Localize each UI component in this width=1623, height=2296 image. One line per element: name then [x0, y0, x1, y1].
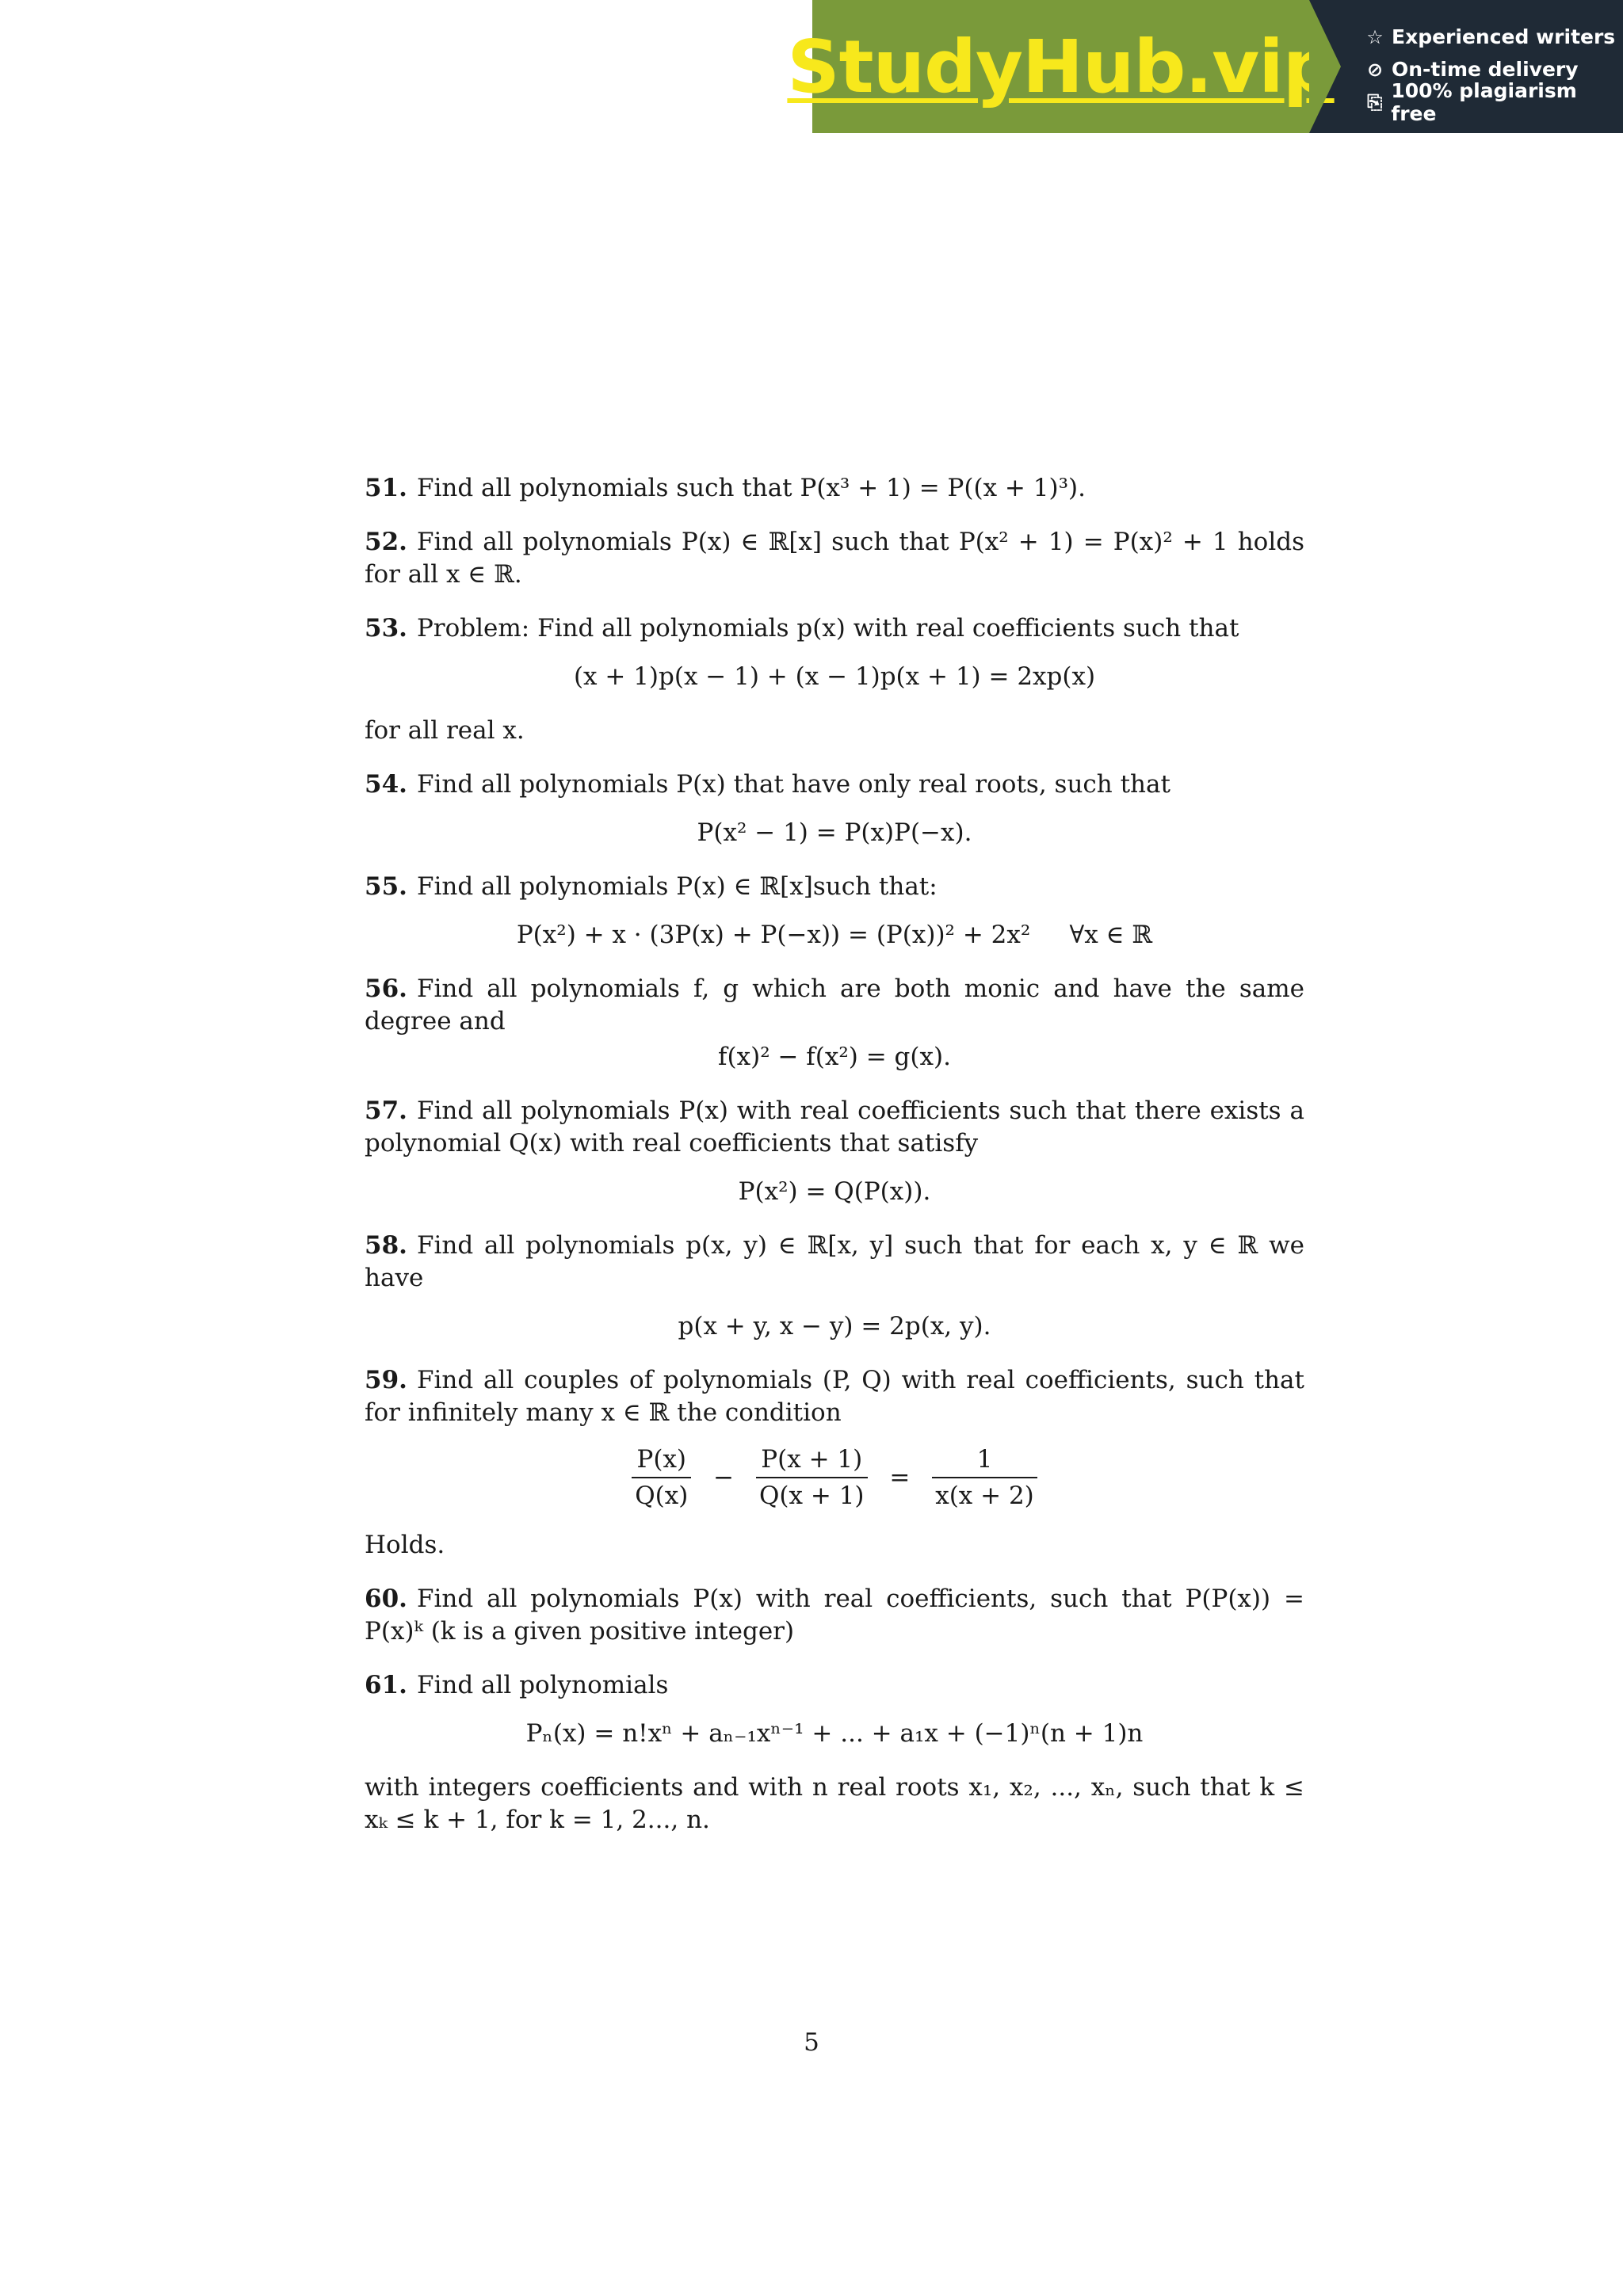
problem-text: Find all polynomials such that P(x³ + 1) = P((x + 1)³).: [416, 474, 1086, 502]
feature-item: [1365, 78, 1623, 125]
page-number: 5: [804, 2028, 819, 2057]
problem-number: 58.: [365, 1231, 407, 1260]
operator: =: [889, 1463, 911, 1492]
numerator: P(x): [632, 1442, 691, 1478]
copy-icon: ⎘: [1367, 90, 1383, 113]
fraction: [632, 1442, 691, 1513]
display-equation: Pₙ(x) = n!xⁿ + aₙ₋₁xⁿ⁻¹ + ... + a₁x + (−1)ⁿ(n + 1)n: [525, 1719, 1144, 1748]
numerator: P(x + 1): [756, 1442, 868, 1478]
problem-number: 57.: [365, 1097, 407, 1125]
problem-53: [365, 612, 1304, 645]
problem-text: Find all polynomials P(x) with real coefficients such that there exists a polynomial Q(x) with real coefficients that satisfy: [365, 1097, 1304, 1158]
problem-51: [365, 472, 1304, 505]
problem-58: [365, 1230, 1304, 1295]
problem-56: [365, 973, 1304, 1038]
problem-number: 54.: [365, 770, 407, 799]
problem-text-continued: Holds.: [365, 1531, 445, 1559]
problem-number: 52.: [365, 528, 407, 556]
ad-banner[interactable]: [787, 0, 1623, 133]
feature-list: [1309, 0, 1623, 133]
display-equation: f(x)² − f(x²) = g(x).: [718, 1043, 951, 1071]
feature-item: [1365, 21, 1623, 53]
feature-label: Experienced writers: [1392, 25, 1616, 48]
problem-55: [365, 871, 1304, 903]
feature-label: On-time delivery: [1392, 58, 1579, 81]
problem-text: Find all couples of polynomials (P, Q) with real coefficients, such that for infinitely many x ∈ ℝ the condition: [365, 1366, 1304, 1427]
problem-number: 51.: [365, 474, 407, 502]
operator: −: [713, 1463, 735, 1492]
problem-text: Find all polynomials P(x) that have only real roots, such that: [416, 770, 1170, 799]
problem-text-continued: with integers coefficients and with n real roots x₁, x₂, ..., xₙ, such that k ≤ xₖ ≤ k + 1, for k = 1, 2..., n.: [365, 1773, 1304, 1834]
problem-57: [365, 1095, 1304, 1160]
problem-text: Find all polynomials: [416, 1671, 669, 1699]
problem-text: Find all polynomials P(x) ∈ ℝ[x]such that:: [416, 872, 938, 901]
problem-number: 55.: [365, 872, 407, 901]
problem-text: Find all polynomials f, g which are both monic and have the same degree and: [365, 974, 1304, 1035]
numerator: 1: [932, 1442, 1037, 1478]
display-equation: p(x + y, x − y) = 2p(x, y).: [678, 1312, 991, 1341]
fraction-equation: [365, 1442, 1304, 1513]
display-equation: P(x² − 1) = P(x)P(−x).: [697, 818, 972, 847]
denominator: x(x + 2): [935, 1482, 1034, 1510]
problem-54: [365, 769, 1304, 801]
problem-text-continued: for all real x.: [365, 716, 525, 745]
feature-label: 100% plagiarism free: [1391, 78, 1577, 125]
clock-icon: ⊘: [1366, 58, 1384, 81]
problem-number: 60.: [365, 1585, 407, 1613]
problem-59: [365, 1364, 1304, 1429]
brand-logo[interactable]: [787, 0, 1335, 133]
problem-number: 59.: [365, 1366, 407, 1394]
problem-text: Find all polynomials P(x) ∈ ℝ[x] such that P(x² + 1) = P(x)² + 1 holds for all x ∈ ℝ.: [365, 528, 1304, 589]
problem-text: Problem: Find all polynomials p(x) with real coefficients such that: [416, 614, 1239, 643]
fraction: [756, 1442, 868, 1513]
problem-52: [365, 526, 1304, 591]
problem-60: [365, 1583, 1304, 1648]
fraction: [932, 1442, 1037, 1513]
display-equation: P(x²) + x · (3P(x) + P(−x)) = (P(x))² + 2x² ∀x ∈ ℝ: [516, 921, 1153, 949]
star-icon: ☆: [1366, 25, 1384, 48]
problem-61: [365, 1669, 1304, 1702]
brand-name: StudyHub.vip: [787, 24, 1335, 109]
display-equation: (x + 1)p(x − 1) + (x − 1)p(x + 1) = 2xp(x): [573, 662, 1096, 691]
problem-text: Find all polynomials p(x, y) ∈ ℝ[x, y] such that for each x, y ∈ ℝ we have: [365, 1231, 1304, 1292]
denominator: Q(x + 1): [759, 1482, 865, 1510]
document-body: [365, 472, 1304, 1858]
denominator: Q(x): [635, 1482, 689, 1510]
problem-number: 53.: [365, 614, 407, 643]
problem-number: 56.: [365, 974, 407, 1003]
problem-number: 61.: [365, 1671, 407, 1699]
display-equation: P(x²) = Q(P(x)).: [738, 1177, 931, 1206]
problem-text: Find all polynomials P(x) with real coefficients, such that P(P(x)) = P(x)ᵏ (k is a given positive integer): [365, 1585, 1304, 1646]
